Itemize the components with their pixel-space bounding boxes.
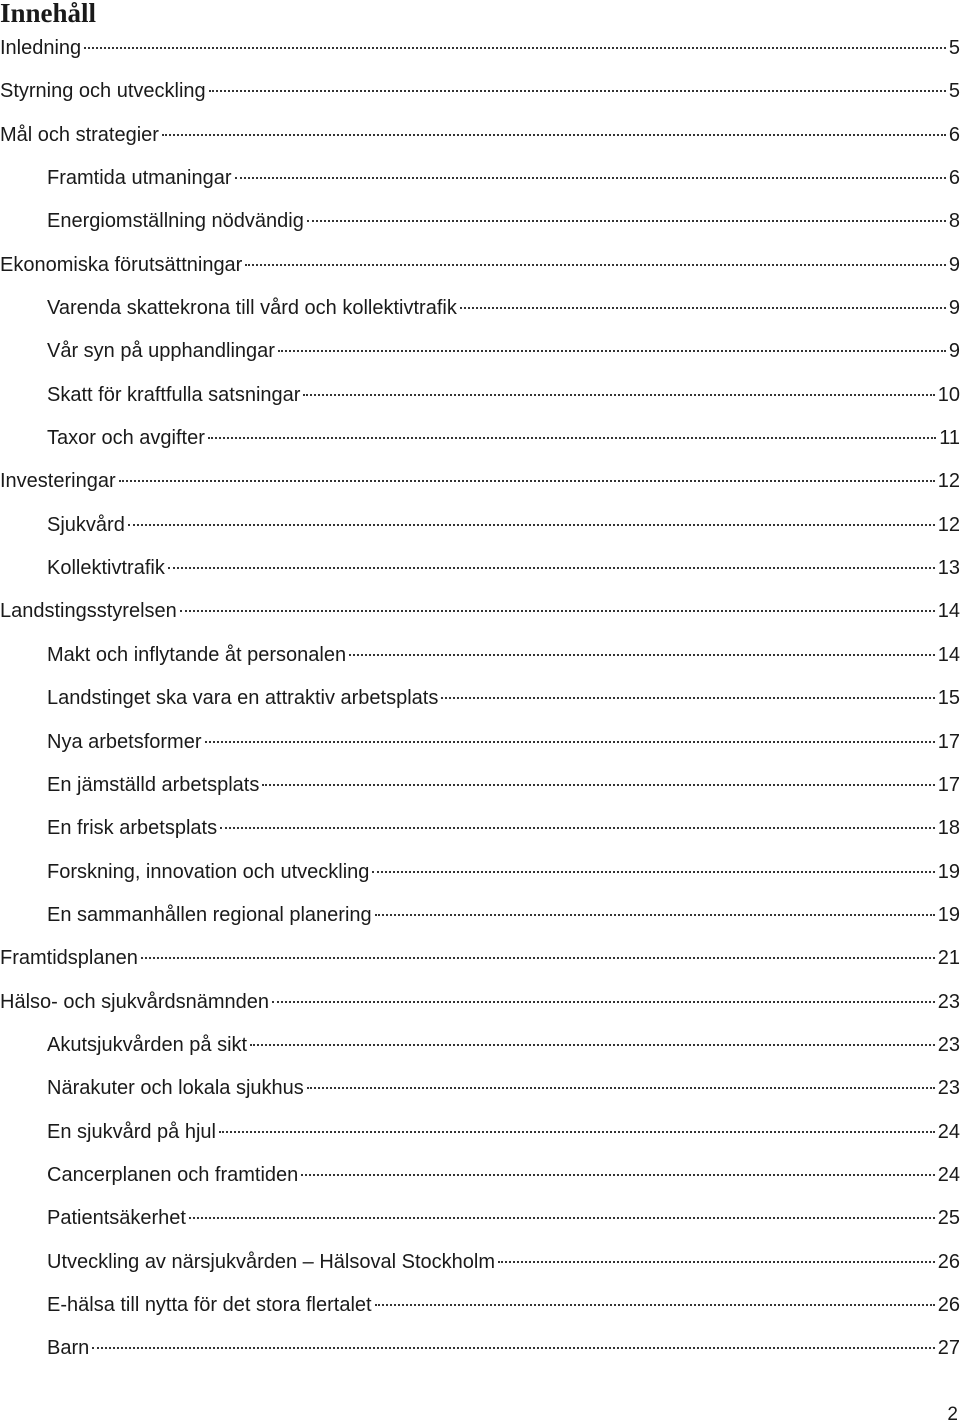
toc-entry-title: Landstingsstyrelsen: [0, 600, 177, 623]
toc-entry[interactable]: [0, 114, 960, 157]
toc-dot-leader: [220, 827, 935, 829]
toc-list: [0, 27, 960, 1371]
toc-dot-leader: [205, 741, 935, 743]
toc-entry-page-number: 9: [948, 253, 960, 276]
toc-dot-leader: [375, 914, 935, 916]
toc-entry-title: Framtida utmaningar: [47, 167, 232, 190]
toc-entry-title: Utveckling av närsjukvården – Hälsoval Stockholm: [47, 1250, 495, 1273]
toc-entry[interactable]: [0, 894, 960, 937]
toc-entry-title: Energiomställning nödvändig: [47, 210, 304, 233]
toc-entry[interactable]: [0, 1284, 960, 1327]
toc-entry-title: Varenda skattekrona till vård och kollektivtrafik: [47, 297, 457, 320]
toc-entry[interactable]: [0, 287, 960, 330]
toc-entry-title: Taxor och avgifter: [47, 427, 205, 450]
toc-entry-page-number: 25: [937, 1207, 960, 1230]
toc-entry[interactable]: [0, 244, 960, 287]
toc-entry-title: En jämställd arbetsplats: [47, 773, 260, 796]
toc-entry-page-number: 10: [937, 383, 960, 406]
toc-dot-leader: [272, 1001, 935, 1003]
toc-dot-leader: [303, 394, 934, 396]
toc-dot-leader: [219, 1131, 935, 1133]
toc-entry-page-number: 19: [937, 903, 960, 926]
toc-dot-leader: [119, 480, 935, 482]
toc-entry[interactable]: [0, 851, 960, 894]
toc-entry[interactable]: [0, 27, 960, 70]
toc-dot-leader: [162, 134, 946, 136]
toc-entry[interactable]: [0, 1154, 960, 1197]
toc-entry-page-number: 9: [948, 340, 960, 363]
toc-entry-page-number: 23: [937, 1033, 960, 1056]
toc-dot-leader: [441, 697, 934, 699]
toc-entry-title: Patientsäkerhet: [47, 1207, 186, 1230]
toc-entry[interactable]: [0, 504, 960, 547]
toc-entry-page-number: 14: [937, 600, 960, 623]
toc-entry-page-number: 24: [937, 1120, 960, 1143]
toc-entry-page-number: 19: [937, 860, 960, 883]
toc-entry-page-number: 5: [948, 80, 960, 103]
toc-entry-title: Investeringar: [0, 470, 116, 493]
toc-entry[interactable]: [0, 547, 960, 590]
toc-entry-title: Ekonomiska förutsättningar: [0, 253, 243, 276]
toc-dot-leader: [235, 177, 946, 179]
toc-entry[interactable]: [0, 460, 960, 503]
toc-entry[interactable]: [0, 721, 960, 764]
toc-dot-leader: [372, 871, 934, 873]
toc-entry-title: Akutsjukvården på sikt: [47, 1033, 248, 1056]
toc-entry[interactable]: [0, 1241, 960, 1284]
toc-entry-title: Landstinget ska vara en attraktiv arbetsplats: [47, 687, 439, 710]
toc-entry-page-number: 5: [948, 37, 960, 59]
toc-dot-leader: [250, 1044, 935, 1046]
toc-dot-leader: [301, 1174, 934, 1176]
toc-entry-page-number: 13: [937, 557, 960, 580]
toc-dot-leader: [168, 567, 935, 569]
toc-dot-leader: [278, 350, 946, 352]
toc-entry[interactable]: [0, 677, 960, 720]
toc-entry[interactable]: [0, 807, 960, 850]
toc-entry[interactable]: [0, 590, 960, 633]
toc-entry-title: En sjukvård på hjul: [47, 1120, 216, 1143]
toc-entry[interactable]: [0, 1024, 960, 1067]
toc-entry-title: Vår syn på upphandlingar: [47, 340, 275, 363]
toc-dot-leader: [84, 47, 946, 49]
toc-entry-title: Makt och inflytande åt personalen: [47, 643, 347, 666]
toc-entry-title: En frisk arbetsplats: [47, 817, 218, 840]
toc-entry-title: Kollektivtrafik: [47, 557, 165, 580]
toc-entry-page-number: 23: [937, 990, 960, 1013]
toc-entry[interactable]: [0, 374, 960, 417]
toc-entry-title: Inledning: [0, 37, 82, 59]
toc-entry-title: Sjukvård: [47, 513, 125, 536]
toc-entry-page-number: 12: [937, 470, 960, 493]
toc-dot-leader: [498, 1261, 935, 1263]
toc-entry[interactable]: [0, 981, 960, 1024]
toc-entry-page-number: 6: [948, 167, 960, 190]
toc-dot-leader: [128, 524, 935, 526]
toc-entry[interactable]: [0, 1197, 960, 1240]
toc-entry-page-number: 17: [937, 773, 960, 796]
toc-entry-page-number: 17: [937, 730, 960, 753]
toc-entry-title: En sammanhållen regional planering: [47, 903, 372, 926]
toc-entry-page-number: 26: [937, 1250, 960, 1273]
toc-entry-page-number: 24: [937, 1163, 960, 1186]
toc-entry-page-number: 8: [948, 210, 960, 233]
toc-entry-title: Forskning, innovation och utveckling: [47, 860, 370, 883]
toc-entry[interactable]: [0, 937, 960, 980]
toc-dot-leader: [189, 1217, 935, 1219]
toc-entry-title: Skatt för kraftfulla satsningar: [47, 383, 301, 406]
toc-entry-title: Hälso- och sjukvårdsnämnden: [0, 990, 270, 1013]
toc-dot-leader: [180, 610, 935, 612]
toc-entry-page-number: 27: [937, 1337, 960, 1360]
toc-entry-page-number: 11: [939, 427, 960, 450]
toc-entry-page-number: 15: [937, 687, 960, 710]
toc-entry[interactable]: [0, 70, 960, 113]
toc-entry-page-number: 6: [948, 123, 960, 146]
toc-title: Innehåll: [0, 0, 97, 28]
toc-dot-leader: [245, 264, 946, 266]
toc-entry-title: Framtidsplanen: [0, 947, 138, 970]
toc-entry-title: Cancerplanen och framtiden: [47, 1163, 299, 1186]
toc-entry[interactable]: [0, 157, 960, 200]
toc-entry[interactable]: [0, 764, 960, 807]
toc-entry[interactable]: [0, 330, 960, 373]
toc-dot-leader: [262, 784, 934, 786]
toc-entry-page-number: 14: [937, 643, 960, 666]
toc-dot-leader: [92, 1347, 935, 1349]
toc-dot-leader: [307, 220, 946, 222]
toc-dot-leader: [460, 307, 946, 309]
toc-dot-leader: [141, 957, 935, 959]
toc-entry-title: Mål och strategier: [0, 123, 159, 146]
toc-entry-title: Närakuter och lokala sjukhus: [47, 1077, 304, 1100]
toc-dot-leader: [349, 654, 935, 656]
toc-entry-page-number: 12: [937, 513, 960, 536]
toc-dot-leader: [307, 1087, 935, 1089]
toc-entry-page-number: 9: [948, 297, 960, 320]
toc-entry-title: Barn: [47, 1337, 90, 1360]
toc-entry-title: E-hälsa till nytta för det stora flertalet: [47, 1293, 372, 1316]
toc-entry-title: Nya arbetsformer: [47, 730, 202, 753]
toc-dot-leader: [375, 1304, 935, 1306]
toc-entry-page-number: 18: [937, 817, 960, 840]
toc-entry[interactable]: [0, 417, 960, 460]
toc-entry[interactable]: [0, 1327, 960, 1370]
toc-entry[interactable]: [0, 1067, 960, 1110]
page-number: 2: [947, 1404, 958, 1425]
toc-entry[interactable]: [0, 1111, 960, 1154]
toc-entry-title: Styrning och utveckling: [0, 80, 206, 103]
toc-entry-page-number: 21: [937, 947, 960, 970]
toc-dot-leader: [208, 437, 936, 439]
toc-entry-page-number: 26: [937, 1293, 960, 1316]
toc-entry-page-number: 23: [937, 1077, 960, 1100]
toc-entry[interactable]: [0, 200, 960, 243]
toc-entry[interactable]: [0, 634, 960, 677]
toc-dot-leader: [209, 90, 946, 92]
